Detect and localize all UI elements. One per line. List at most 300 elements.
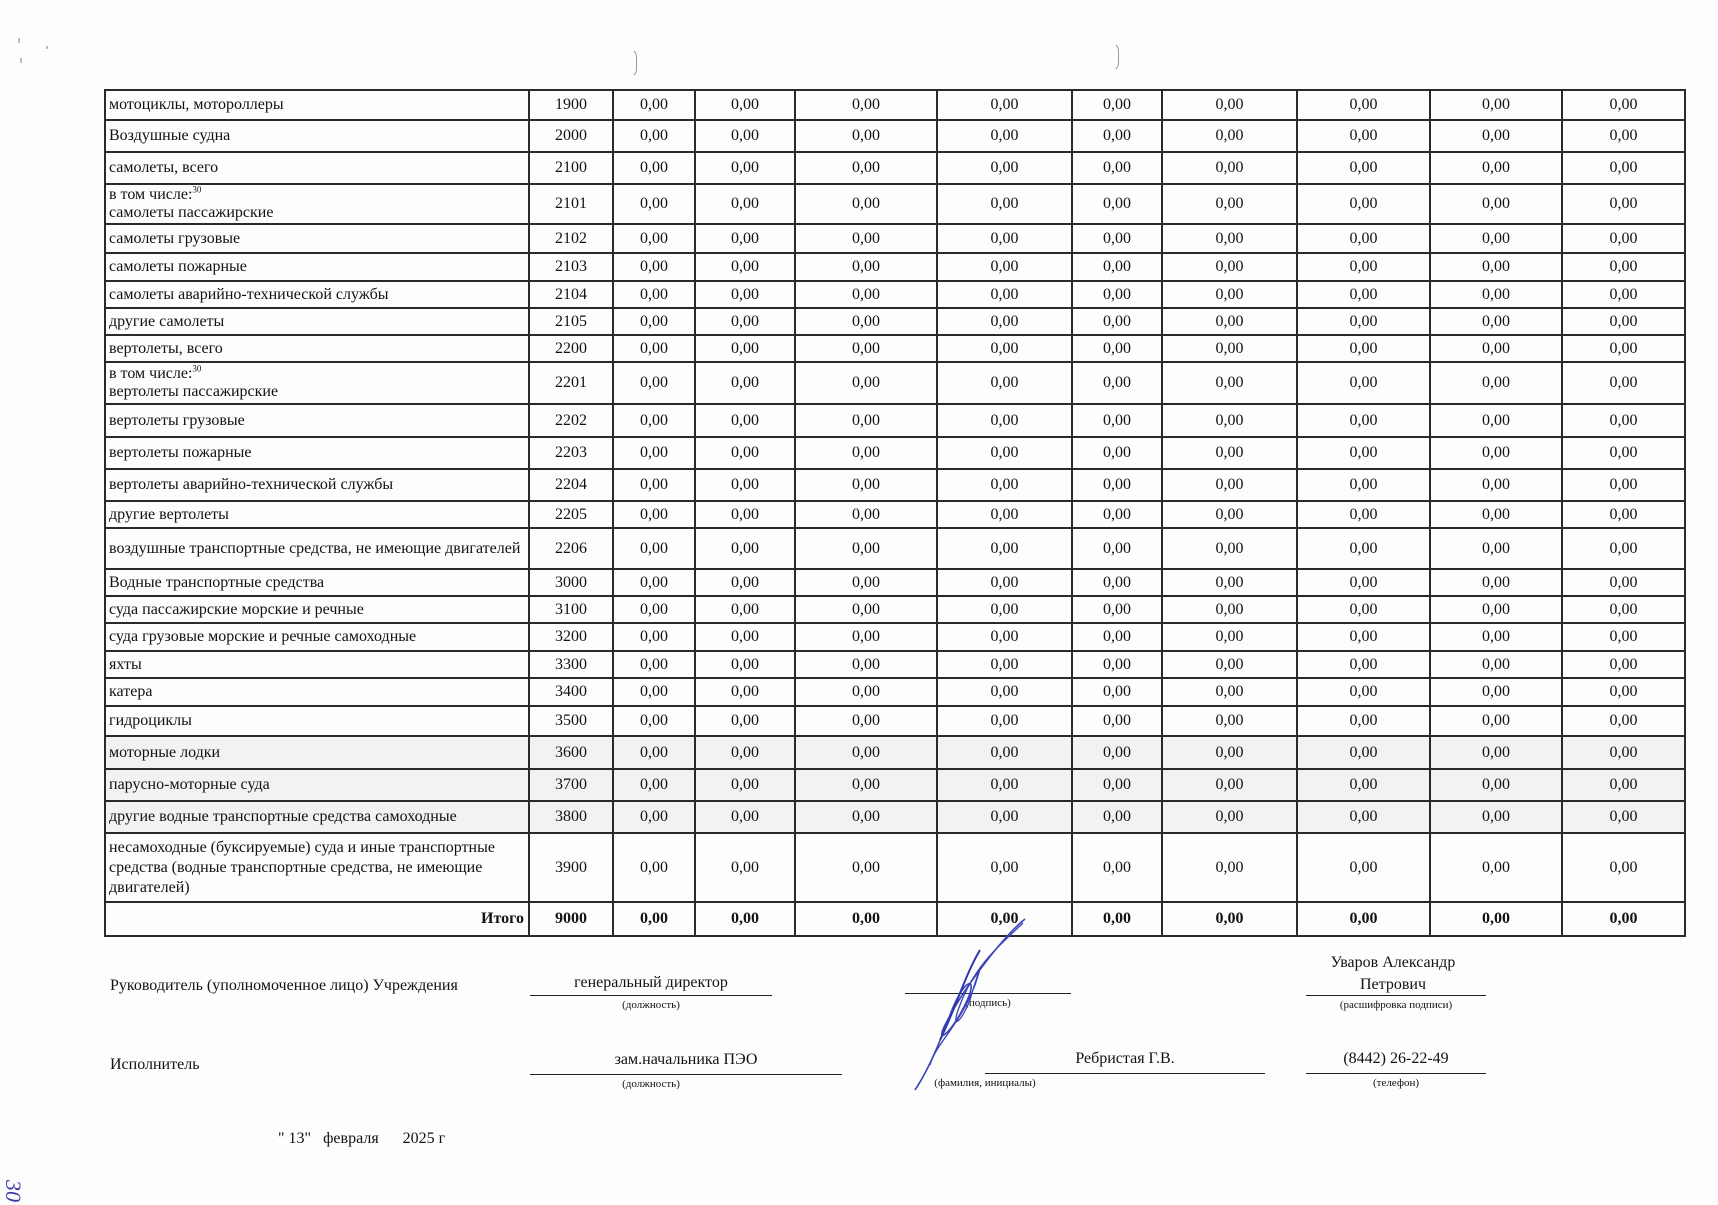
row-name: [105, 623, 529, 651]
table-row: [105, 224, 1685, 253]
row-name: [105, 569, 529, 596]
row-name: [105, 801, 529, 833]
total-value: 0,00: [1430, 902, 1562, 936]
row-value: 0,00: [1562, 678, 1685, 706]
row-name: [105, 736, 529, 769]
row-value: 0,00: [1297, 362, 1430, 404]
row-value: 0,00: [695, 404, 795, 437]
row-value: 0,00: [795, 623, 937, 651]
row-value: 0,00: [1562, 651, 1685, 678]
footnote-ref: 30: [192, 184, 202, 195]
row-value: 0,00: [1072, 404, 1162, 437]
row-value: 0,00: [695, 281, 795, 308]
table-row: [105, 651, 1685, 678]
row-value: 0,00: [795, 736, 937, 769]
table-row: [105, 184, 1685, 224]
row-value: 0,00: [695, 184, 795, 224]
row-value: 0,00: [1430, 801, 1562, 833]
row-value: 0,00: [937, 308, 1072, 335]
row-value: 0,00: [1430, 335, 1562, 362]
row-code: 2206: [529, 528, 613, 569]
head-label: Руководитель (уполномоченное лицо) Учреждения: [110, 977, 458, 994]
row-value: 0,00: [1297, 184, 1430, 224]
row-value: 0,00: [1162, 224, 1297, 253]
margin-handwritten-note: 30: [1, 1180, 26, 1202]
row-value: 0,00: [937, 437, 1072, 469]
row-name-text: парусно-моторные суда: [109, 776, 270, 793]
table-body: [105, 90, 1685, 936]
row-name-text: вертолеты грузовые: [109, 411, 245, 429]
row-code: 2000: [529, 120, 613, 152]
row-value: 0,00: [1072, 362, 1162, 404]
row-name-text: Водные транспортные средства: [109, 573, 325, 591]
row-value: 0,00: [795, 596, 937, 623]
row-value: 0,00: [1430, 596, 1562, 623]
table-row: [105, 769, 1685, 801]
row-name: [105, 335, 529, 362]
row-code: 2202: [529, 404, 613, 437]
scan-mark: [1110, 42, 1119, 72]
row-value: 0,00: [1162, 469, 1297, 501]
row-value: 0,00: [1430, 623, 1562, 651]
row-value: 0,00: [1162, 501, 1297, 528]
row-value: 0,00: [1162, 801, 1297, 833]
row-value: 0,00: [695, 569, 795, 596]
row-value: 0,00: [1297, 501, 1430, 528]
row-value: 0,00: [937, 569, 1072, 596]
row-name-text: катера: [109, 683, 153, 700]
row-code: 3300: [529, 651, 613, 678]
footnote-ref: 30: [192, 363, 202, 374]
row-value: 0,00: [695, 706, 795, 736]
row-name-text: суда пассажирские морские и речные: [109, 600, 364, 618]
row-code: 2101: [529, 184, 613, 224]
row-value: 0,00: [1072, 437, 1162, 469]
row-value: 0,00: [937, 736, 1072, 769]
row-value: 0,00: [937, 678, 1072, 706]
total-value: 0,00: [1562, 902, 1685, 936]
row-value: 0,00: [1162, 281, 1297, 308]
row-value: 0,00: [613, 528, 695, 569]
row-value: 0,00: [1072, 308, 1162, 335]
table-row: [105, 678, 1685, 706]
row-value: 0,00: [1297, 308, 1430, 335]
row-value: 0,00: [1430, 224, 1562, 253]
total-row: [105, 902, 1685, 936]
row-value: 0,00: [795, 281, 937, 308]
row-value: 0,00: [1297, 678, 1430, 706]
total-value: 0,00: [937, 902, 1072, 936]
executor-position-caption: (должность): [622, 1078, 680, 1090]
row-name: [105, 528, 529, 569]
row-value: 0,00: [1562, 90, 1685, 120]
row-value: 0,00: [1072, 528, 1162, 569]
row-value: 0,00: [1562, 736, 1685, 769]
row-value: 0,00: [1562, 253, 1685, 281]
head-position: генеральный директор: [574, 974, 728, 991]
row-name-text: вертолеты пассажирские: [109, 383, 279, 400]
row-value: 0,00: [1162, 833, 1297, 902]
row-value: 0,00: [937, 706, 1072, 736]
table-row: [105, 596, 1685, 623]
row-value: 0,00: [1162, 651, 1297, 678]
row-value: 0,00: [937, 801, 1072, 833]
row-value: 0,00: [1430, 184, 1562, 224]
table-row: [105, 736, 1685, 769]
row-code: 3600: [529, 736, 613, 769]
row-name: [105, 362, 529, 404]
row-code: 3700: [529, 769, 613, 801]
row-name-text: самолеты пассажирские: [109, 204, 274, 221]
executor-label: Исполнитель: [110, 1056, 200, 1073]
row-value: 0,00: [795, 437, 937, 469]
row-value: 0,00: [1562, 335, 1685, 362]
table-row: [105, 404, 1685, 437]
row-value: 0,00: [1072, 184, 1162, 224]
row-value: 0,00: [695, 224, 795, 253]
total-value: 0,00: [1297, 902, 1430, 936]
signature-caption: (подпись): [965, 997, 1011, 1009]
row-value: 0,00: [1162, 308, 1297, 335]
row-value: 0,00: [1072, 833, 1162, 902]
row-code: 2103: [529, 253, 613, 281]
row-value: 0,00: [1430, 706, 1562, 736]
row-value: 0,00: [1072, 469, 1162, 501]
row-value: 0,00: [1297, 736, 1430, 769]
row-value: 0,00: [1562, 362, 1685, 404]
row-value: 0,00: [1562, 706, 1685, 736]
row-value: 0,00: [1072, 651, 1162, 678]
row-value: 0,00: [695, 308, 795, 335]
row-value: 0,00: [1072, 769, 1162, 801]
row-name-text: воздушные транспортные средства, не имеющие двигателей: [109, 539, 521, 557]
row-value: 0,00: [1430, 253, 1562, 281]
row-value: 0,00: [1430, 404, 1562, 437]
row-code: 3900: [529, 833, 613, 902]
executor-position: зам.начальника ПЭО: [614, 1051, 758, 1068]
table-row: [105, 362, 1685, 404]
row-value: 0,00: [695, 469, 795, 501]
row-value: 0,00: [1297, 335, 1430, 362]
row-value: 0,00: [795, 801, 937, 833]
handwritten-signature: [905, 915, 1045, 1095]
row-value: 0,00: [937, 120, 1072, 152]
row-value: 0,00: [1562, 120, 1685, 152]
row-value: 0,00: [1430, 469, 1562, 501]
row-value: 0,00: [1072, 623, 1162, 651]
row-value: 0,00: [1072, 120, 1162, 152]
row-name-text: самолеты, всего: [109, 159, 219, 176]
row-value: 0,00: [795, 253, 937, 281]
row-name: [105, 769, 529, 801]
row-value: 0,00: [1562, 528, 1685, 569]
row-value: 0,00: [937, 528, 1072, 569]
head-position-line: [530, 995, 772, 996]
table-row: [105, 528, 1685, 569]
row-value: 0,00: [1430, 651, 1562, 678]
row-value: 0,00: [937, 184, 1072, 224]
table-row: [105, 801, 1685, 833]
row-value: 0,00: [1297, 769, 1430, 801]
row-name-text: вертолеты аварийно-технической службы: [109, 476, 394, 493]
row-value: 0,00: [937, 253, 1072, 281]
table-row: [105, 152, 1685, 184]
row-value: 0,00: [613, 335, 695, 362]
table-row: [105, 706, 1685, 736]
row-value: 0,00: [1297, 152, 1430, 184]
row-name: [105, 706, 529, 736]
row-value: 0,00: [795, 184, 937, 224]
row-value: 0,00: [1162, 528, 1297, 569]
row-value: 0,00: [695, 528, 795, 569]
row-value: 0,00: [695, 335, 795, 362]
table-row: [105, 253, 1685, 281]
row-value: 0,00: [1297, 437, 1430, 469]
row-value: 0,00: [795, 569, 937, 596]
row-value: 0,00: [1430, 362, 1562, 404]
row-value: 0,00: [1162, 120, 1297, 152]
row-value: 0,00: [1072, 596, 1162, 623]
row-name-text: вертолеты, всего: [109, 339, 223, 357]
table-row: [105, 623, 1685, 651]
row-value: 0,00: [795, 90, 937, 120]
table-row: [105, 281, 1685, 308]
row-name-text: другие водные транспортные средства самоходные: [109, 808, 457, 825]
executor-phone-line: [1306, 1073, 1486, 1074]
row-value: 0,00: [1297, 569, 1430, 596]
head-name-line: [1306, 995, 1486, 996]
row-value: 0,00: [1072, 152, 1162, 184]
row-name-text: самолеты аварийно-технической службы: [109, 285, 389, 303]
row-value: 0,00: [613, 224, 695, 253]
executor-phone-caption: (телефон): [1372, 1077, 1420, 1089]
row-value: 0,00: [1162, 90, 1297, 120]
row-value: 0,00: [795, 833, 937, 902]
row-value: 0,00: [937, 404, 1072, 437]
row-code: 2204: [529, 469, 613, 501]
row-value: 0,00: [937, 281, 1072, 308]
row-value: 0,00: [695, 736, 795, 769]
row-code: 2200: [529, 335, 613, 362]
row-code: 2205: [529, 501, 613, 528]
row-value: 0,00: [695, 152, 795, 184]
row-value: 0,00: [1430, 569, 1562, 596]
row-value: 0,00: [795, 706, 937, 736]
row-value: 0,00: [1430, 90, 1562, 120]
row-value: 0,00: [1430, 281, 1562, 308]
row-name-text: другие вертолеты: [109, 505, 229, 523]
row-value: 0,00: [695, 596, 795, 623]
row-value: 0,00: [1072, 501, 1162, 528]
table-row: [105, 833, 1685, 902]
table-row: [105, 469, 1685, 501]
row-value: 0,00: [937, 152, 1072, 184]
table-row: [105, 90, 1685, 120]
row-name-text: самолеты пожарные: [109, 258, 247, 275]
row-value: 0,00: [1297, 833, 1430, 902]
row-value: 0,00: [795, 335, 937, 362]
row-value: 0,00: [1162, 736, 1297, 769]
row-value: 0,00: [1297, 224, 1430, 253]
row-value: 0,00: [1297, 801, 1430, 833]
row-value: 0,00: [1162, 678, 1297, 706]
row-value: 0,00: [1562, 308, 1685, 335]
total-value: 0,00: [695, 902, 795, 936]
row-value: 0,00: [795, 678, 937, 706]
row-value: 0,00: [1562, 569, 1685, 596]
row-value: 0,00: [1430, 437, 1562, 469]
row-value: 0,00: [1562, 501, 1685, 528]
total-label: Итого: [105, 902, 529, 936]
row-value: 0,00: [1562, 469, 1685, 501]
row-value: 0,00: [1562, 596, 1685, 623]
row-code: 3500: [529, 706, 613, 736]
row-value: 0,00: [795, 501, 937, 528]
row-value: 0,00: [613, 152, 695, 184]
row-value: 0,00: [1297, 528, 1430, 569]
row-value: 0,00: [1562, 769, 1685, 801]
row-value: 0,00: [613, 253, 695, 281]
row-value: 0,00: [1297, 596, 1430, 623]
row-value: 0,00: [1162, 596, 1297, 623]
row-value: 0,00: [1072, 253, 1162, 281]
row-name: [105, 651, 529, 678]
row-value: 0,00: [613, 678, 695, 706]
row-value: 0,00: [1562, 833, 1685, 902]
row-value: 0,00: [1430, 736, 1562, 769]
row-value: 0,00: [695, 678, 795, 706]
row-value: 0,00: [1072, 801, 1162, 833]
row-value: 0,00: [1162, 184, 1297, 224]
row-value: 0,00: [937, 224, 1072, 253]
row-value: 0,00: [795, 651, 937, 678]
row-code: 2104: [529, 281, 613, 308]
row-value: 0,00: [1297, 651, 1430, 678]
row-value: 0,00: [695, 90, 795, 120]
row-value: 0,00: [937, 469, 1072, 501]
row-name: [105, 678, 529, 706]
row-value: 0,00: [613, 281, 695, 308]
row-value: 0,00: [1562, 623, 1685, 651]
row-value: 0,00: [695, 623, 795, 651]
row-value: 0,00: [1562, 281, 1685, 308]
row-value: 0,00: [1562, 801, 1685, 833]
row-value: 0,00: [1162, 404, 1297, 437]
row-value: 0,00: [695, 769, 795, 801]
row-value: 0,00: [1297, 253, 1430, 281]
row-value: 0,00: [937, 596, 1072, 623]
row-code: 2201: [529, 362, 613, 404]
row-value: 0,00: [1297, 623, 1430, 651]
vehicle-report-table: [104, 89, 1686, 937]
row-value: 0,00: [795, 362, 937, 404]
row-value: 0,00: [695, 120, 795, 152]
row-code: 2100: [529, 152, 613, 184]
row-name: [105, 833, 529, 902]
row-value: 0,00: [1562, 152, 1685, 184]
table-row: [105, 437, 1685, 469]
row-value: 0,00: [613, 501, 695, 528]
row-value: 0,00: [1162, 362, 1297, 404]
executor-position-line: [530, 1074, 842, 1075]
row-value: 0,00: [1162, 569, 1297, 596]
executor-name: Ребристая Г.В.: [1075, 1050, 1175, 1067]
row-name: [105, 120, 529, 152]
row-value: 0,00: [795, 152, 937, 184]
row-name: [105, 308, 529, 335]
row-name-prefix: в том числе:: [109, 186, 193, 203]
row-value: 0,00: [695, 501, 795, 528]
row-name: [105, 469, 529, 501]
row-value: 0,00: [937, 501, 1072, 528]
row-value: 0,00: [1072, 569, 1162, 596]
row-value: 0,00: [613, 569, 695, 596]
row-name-text: несамоходные (буксируемые) суда и иные транспортные средства (водные транспортные средства, не имеющие двигателей): [109, 838, 495, 896]
total-value: 0,00: [795, 902, 937, 936]
row-value: 0,00: [613, 437, 695, 469]
row-name: [105, 90, 529, 120]
row-value: 0,00: [1297, 404, 1430, 437]
row-code: 3800: [529, 801, 613, 833]
row-value: 0,00: [1430, 833, 1562, 902]
row-value: 0,00: [613, 651, 695, 678]
row-name: [105, 281, 529, 308]
row-value: 0,00: [1430, 678, 1562, 706]
head-position-caption: (должность): [622, 999, 680, 1011]
row-code: 3000: [529, 569, 613, 596]
row-name-text: яхты: [109, 655, 142, 673]
row-value: 0,00: [613, 833, 695, 902]
row-name: [105, 596, 529, 623]
row-value: 0,00: [1430, 120, 1562, 152]
row-name-prefix: в том числе:: [109, 365, 193, 382]
row-value: 0,00: [1297, 90, 1430, 120]
row-value: 0,00: [1072, 281, 1162, 308]
total-value: 0,00: [1162, 902, 1297, 936]
row-value: 0,00: [613, 469, 695, 501]
row-value: 0,00: [695, 437, 795, 469]
table-row: [105, 308, 1685, 335]
row-value: 0,00: [1072, 678, 1162, 706]
row-value: 0,00: [1430, 501, 1562, 528]
scan-speck: [18, 38, 20, 43]
row-value: 0,00: [613, 801, 695, 833]
row-value: 0,00: [795, 769, 937, 801]
row-value: 0,00: [695, 833, 795, 902]
row-value: 0,00: [695, 253, 795, 281]
row-value: 0,00: [1162, 335, 1297, 362]
row-code: 2102: [529, 224, 613, 253]
row-value: 0,00: [695, 801, 795, 833]
row-name: [105, 224, 529, 253]
row-name-text: другие самолеты: [109, 312, 225, 330]
row-value: 0,00: [1297, 469, 1430, 501]
row-value: 0,00: [1562, 404, 1685, 437]
row-value: 0,00: [1297, 120, 1430, 152]
row-value: 0,00: [1072, 90, 1162, 120]
row-value: 0,00: [795, 469, 937, 501]
row-value: 0,00: [613, 736, 695, 769]
row-value: 0,00: [1072, 335, 1162, 362]
row-value: 0,00: [795, 224, 937, 253]
row-name-text: моторные лодки: [109, 743, 221, 761]
date-month: февраля: [323, 1130, 379, 1147]
date-day: " 13": [278, 1130, 312, 1147]
row-name: [105, 404, 529, 437]
row-value: 0,00: [937, 362, 1072, 404]
row-value: 0,00: [937, 623, 1072, 651]
row-code: 2105: [529, 308, 613, 335]
